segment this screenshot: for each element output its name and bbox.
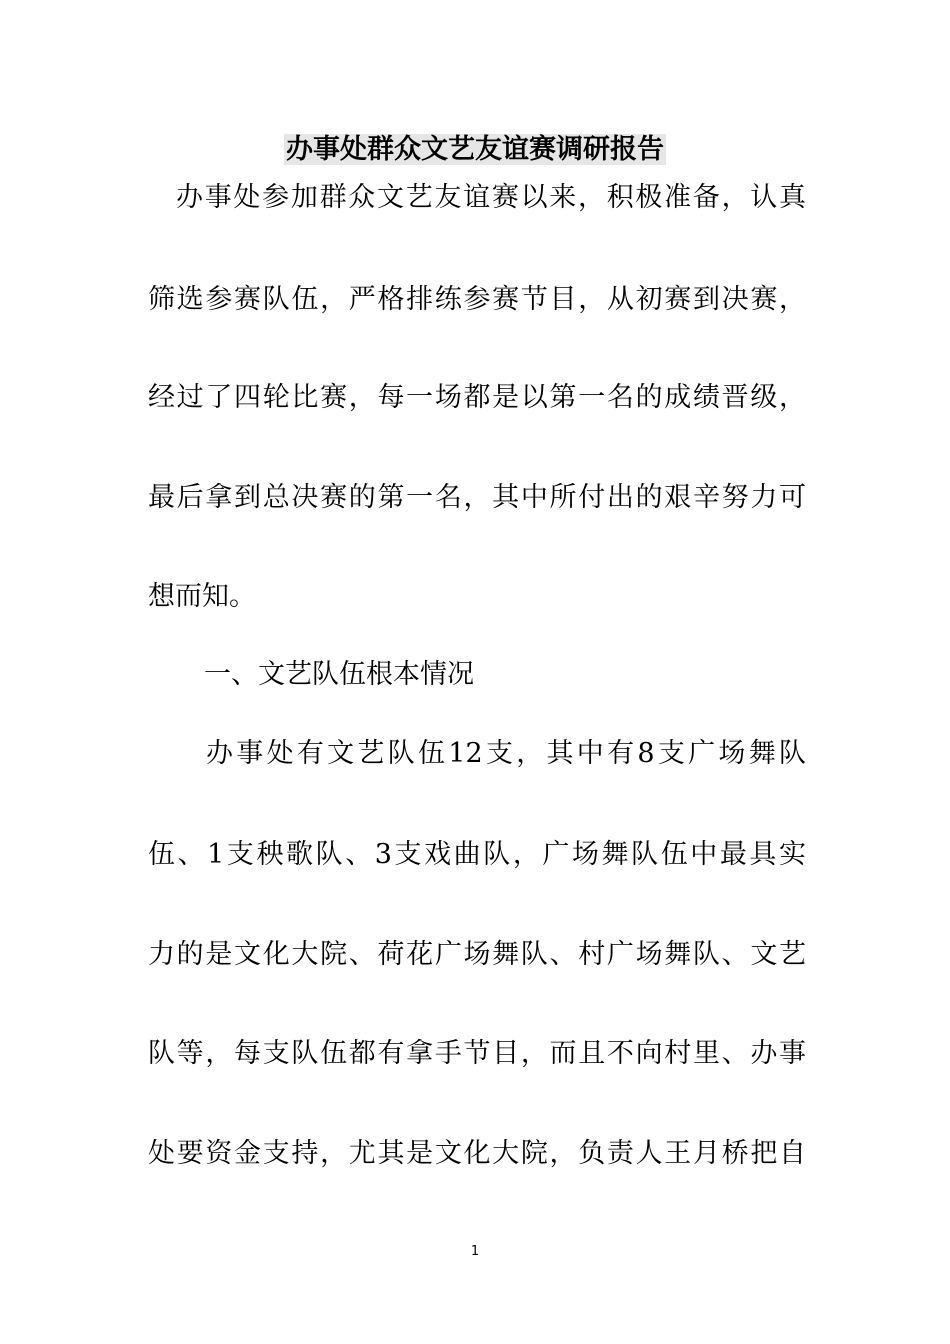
body-line-8: 伍、1支秧歌队、3支戏曲队，广场舞队伍中最具实 [148, 839, 806, 870]
document-title [0, 128, 950, 172]
section-heading-1: 一、文艺队伍根本情况 [204, 659, 474, 690]
body-line-9: 力的是文化大院、荷花广场舞队、村广场舞队、文艺 [148, 939, 806, 970]
body-line-1: 办事处参加群众文艺友谊赛以来，积极准备，认真 [176, 182, 806, 213]
title-text: 办事处群众文艺友谊赛调研报告 [286, 134, 664, 165]
body-line-10: 队等，每支队伍都有拿手节目，而且不向村里、办事 [148, 1038, 806, 1069]
page-number: 1 [470, 1244, 480, 1259]
body-line-2: 筛选参赛队伍，严格排练参赛节目，从初赛到决赛， [148, 284, 806, 315]
body-line-3: 经过了四轮比赛，每一场都是以第一名的成绩晋级， [148, 382, 806, 413]
body-line-11: 处要资金支持，尤其是文化大院，负责人王月桥把自 [148, 1138, 806, 1169]
body-line-7: 办事处有文艺队伍12支，其中有8支广场舞队 [206, 738, 806, 769]
body-line-4: 最后拿到总决赛的第一名，其中所付出的艰辛努力可 [148, 482, 806, 513]
body-line-5: 想而知。 [148, 581, 256, 612]
